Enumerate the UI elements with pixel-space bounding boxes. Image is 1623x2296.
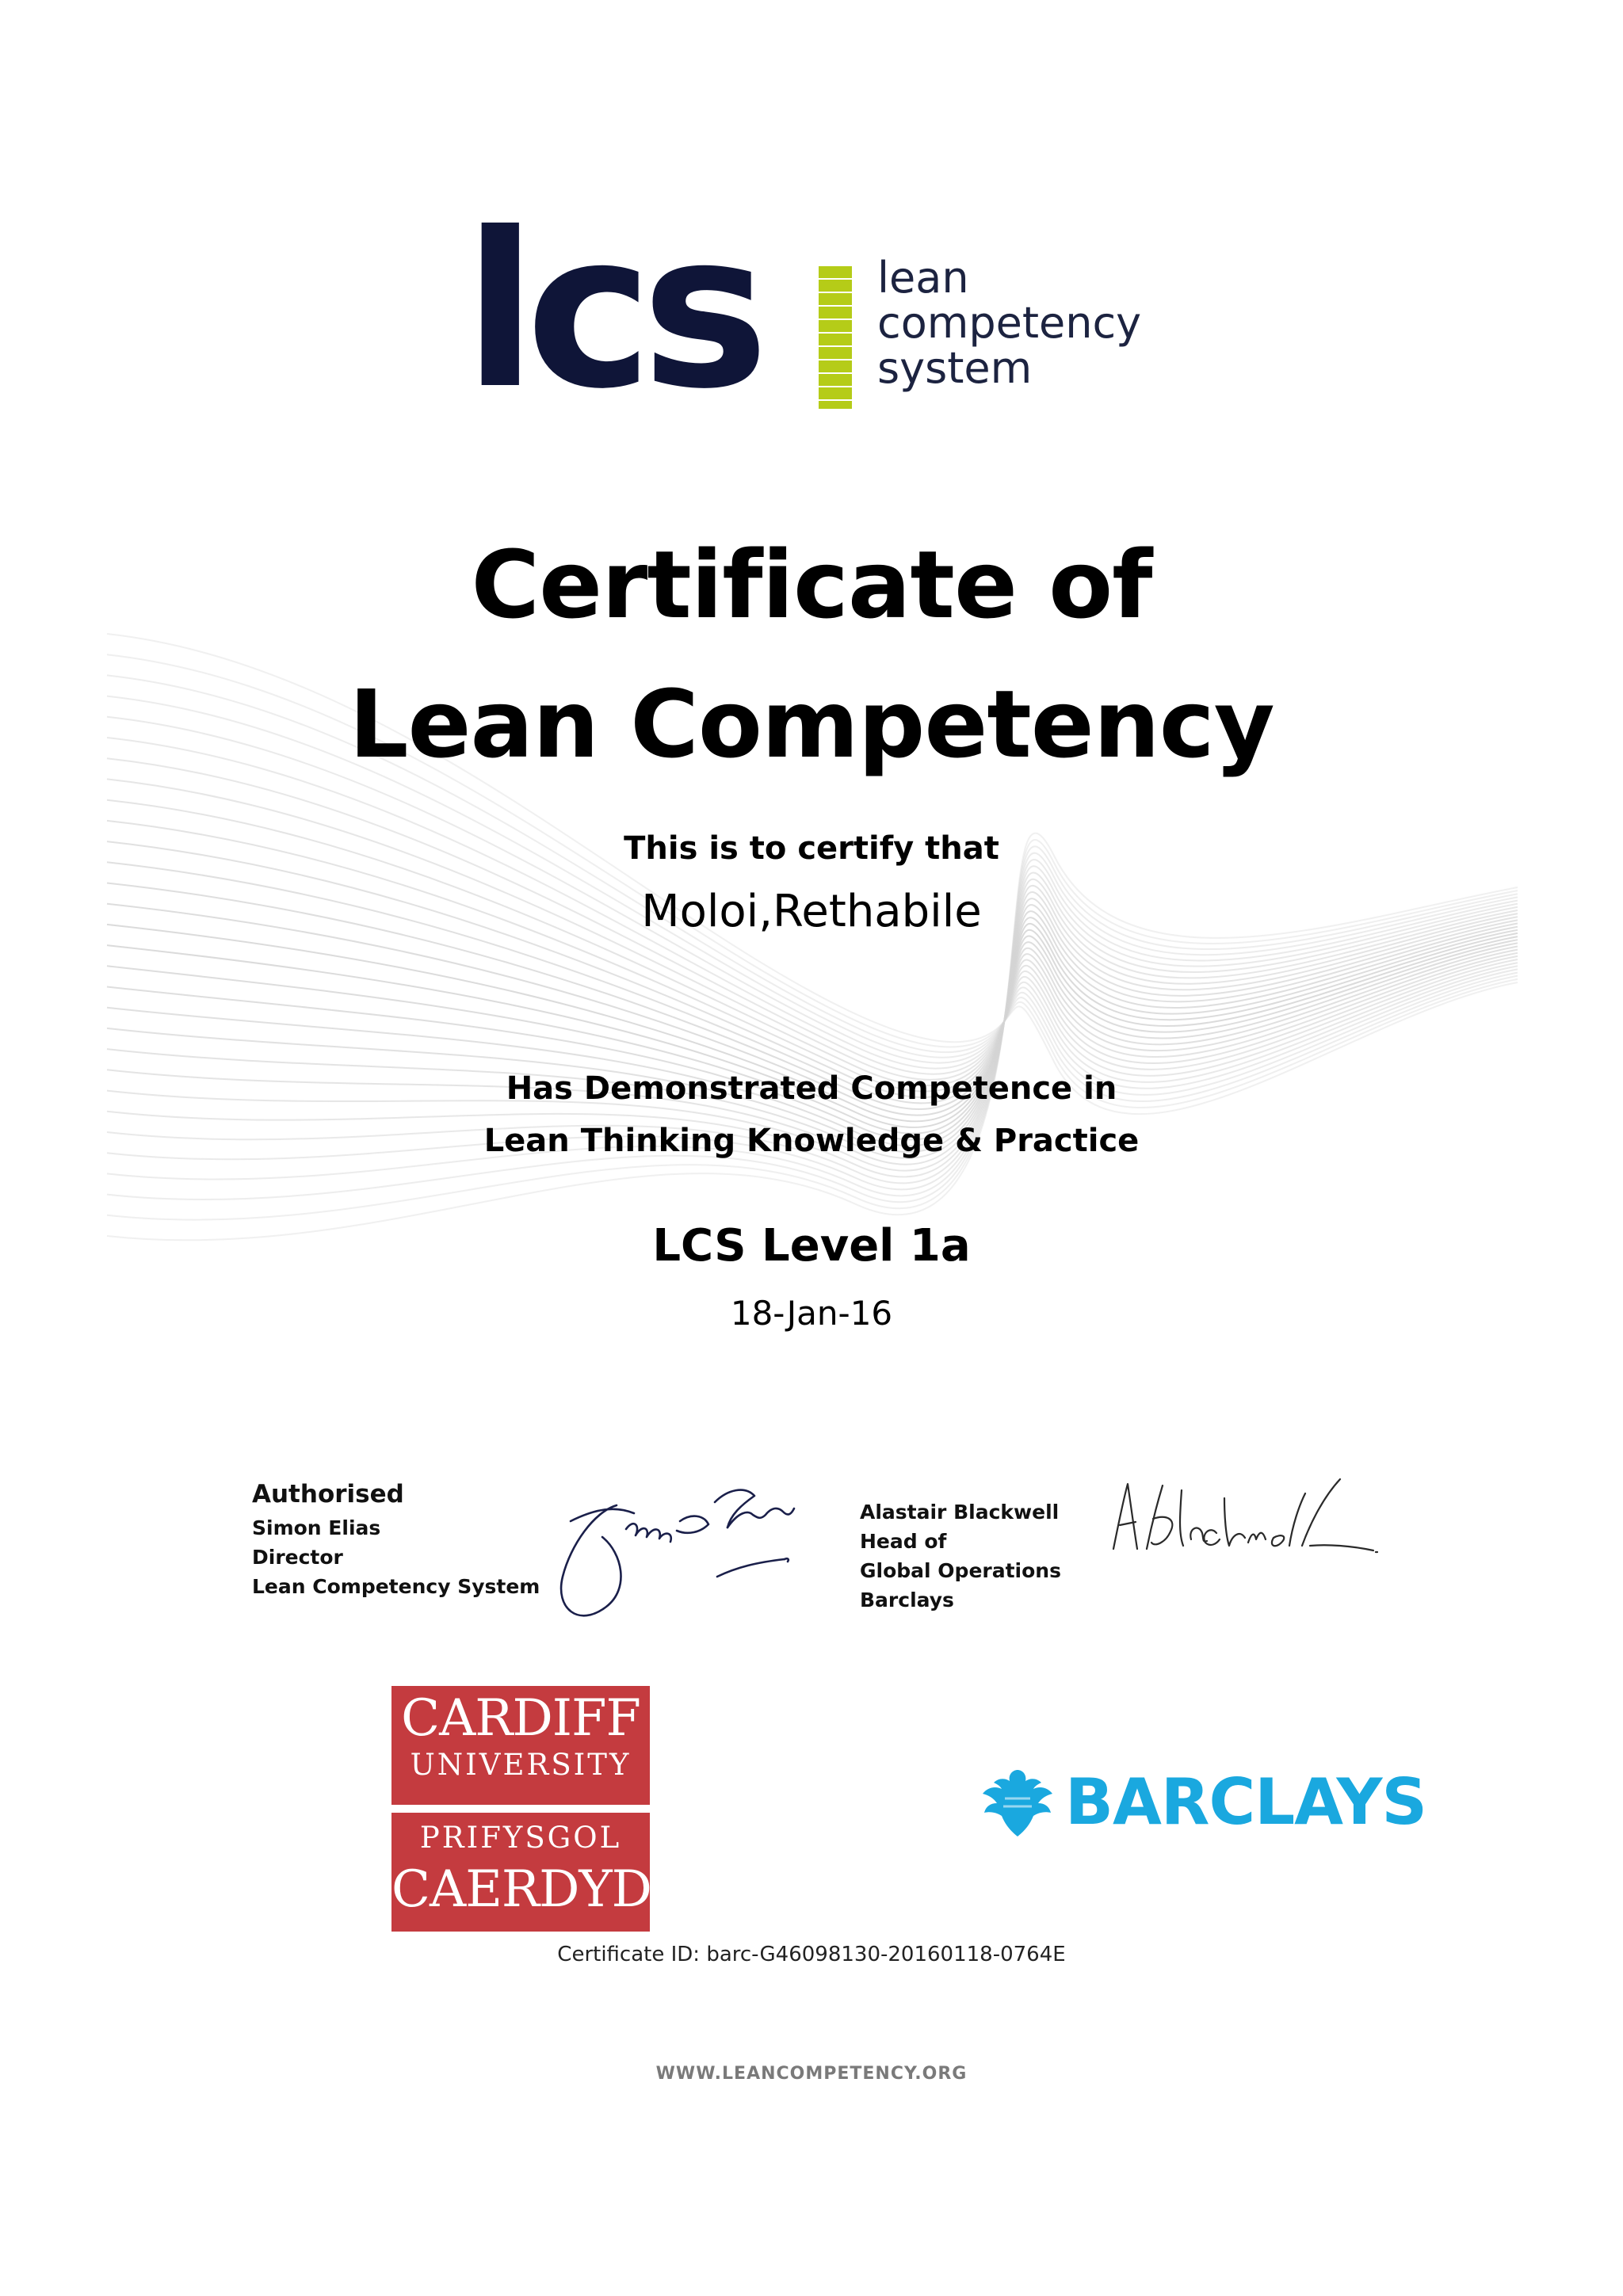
signatory-name: Alastair Blackwell [860,1501,1060,1524]
certificate-id: Certificate ID: barc-G46098130-20160118-0764E [557,1943,1066,1966]
university-word: UNIVERSITY [410,1748,632,1782]
barclays-logo [981,1765,1426,1846]
lcs-logo-tagline [877,255,1141,391]
title-line-1: Certificate of [471,530,1152,639]
lcs-tagline-line: system [877,343,1033,393]
lcs-tagline-line: lean [877,253,969,303]
certificate-level: LCS Level 1a [652,1220,971,1272]
signatory-name: Simon Elias [252,1516,381,1539]
barclays-word: BARCLAYS [1065,1765,1426,1839]
competence-line-2: Lean Thinking Knowledge & Practice [483,1123,1140,1159]
signatory-role: Director [252,1546,343,1569]
cardiff-logo-bottom [391,1813,692,1932]
certify-text: This is to certify that [624,830,999,867]
certificate-date: 18-Jan-16 [730,1294,893,1333]
signatory-organisation: Barclays [860,1589,954,1611]
certificate-title [0,515,1623,794]
competence-line-1: Has Demonstrated Competence in [506,1070,1117,1107]
lcs-tagline-line: competency [877,298,1142,348]
lcs-logo-bar [819,266,852,409]
eagle-icon [981,1767,1054,1838]
website-url: WWW.LEANCOMPETENCY.ORG [655,2064,968,2084]
lcs-logo [464,186,1177,436]
cardiff-university-logo [391,1686,692,1932]
signature-simon-elias [547,1474,832,1624]
title-line-2: Lean Competency [349,669,1274,779]
caerdydd-word: CAERDYDD [391,1860,692,1919]
first-signatory-block [252,1480,540,1601]
second-signatory-block [860,1497,1061,1615]
lcs-logo-word: lcs [464,186,758,436]
competence-statement [0,1062,1623,1167]
signature-alastair-blackwell [1106,1470,1379,1565]
signatory-role-line-2: Global Operations [860,1559,1061,1582]
authorised-heading: Authorised [252,1480,404,1508]
cardiff-word: CARDIFF [401,1689,640,1748]
recipient-name: Moloi,Rethabile [641,886,982,937]
cardiff-logo-top [391,1686,650,1805]
signatory-organisation: Lean Competency System [252,1575,540,1598]
signatory-role-line-1: Head of [860,1530,947,1553]
prifysgol-word: PRIFYSGOL [419,1821,622,1855]
